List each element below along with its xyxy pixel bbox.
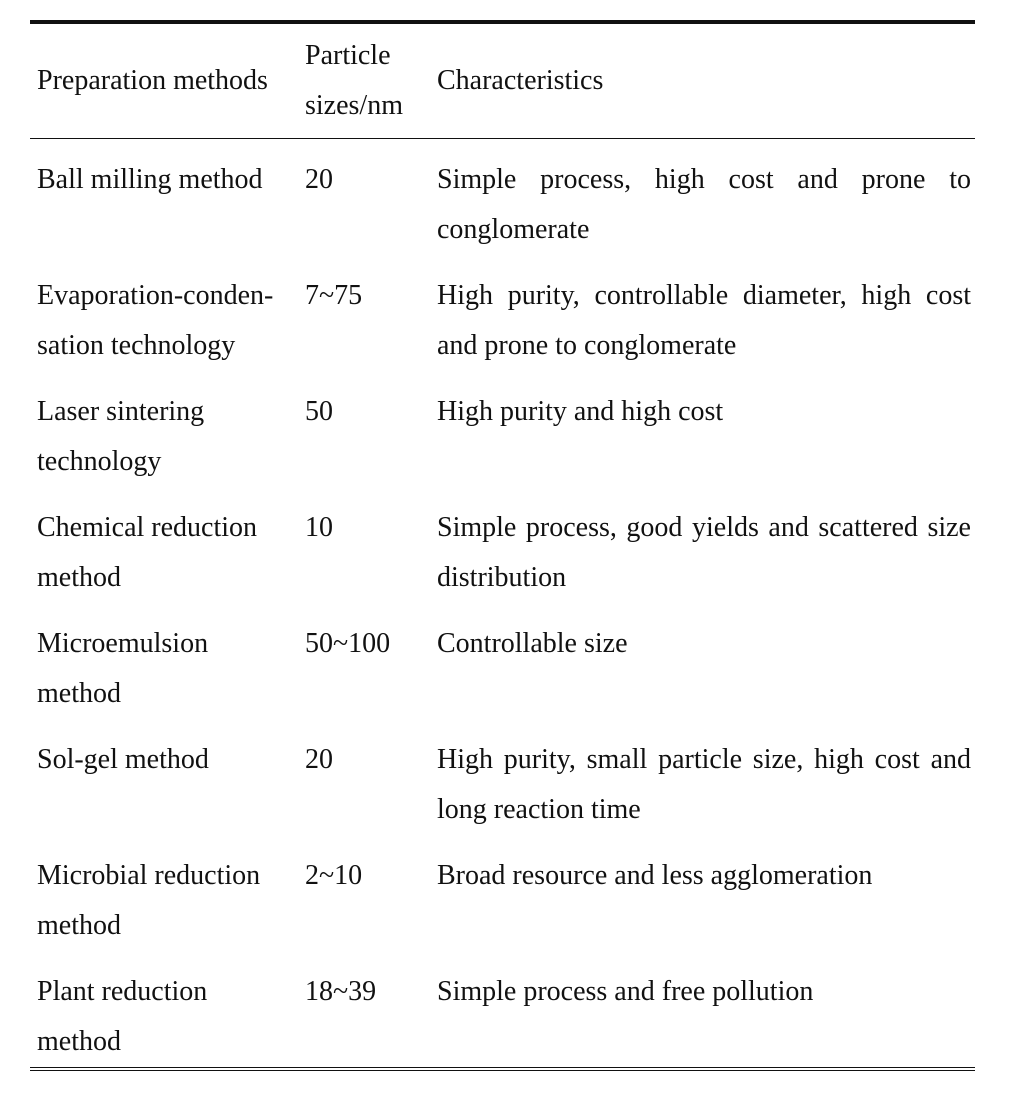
size-cell: 2~10 [305, 860, 363, 891]
size-cell: 18~39 [305, 976, 377, 1007]
size-cell: 7~75 [305, 280, 363, 311]
table-row [30, 835, 975, 951]
size-cell: 50~100 [305, 628, 391, 659]
method-cell: Laser sintering technology [37, 396, 205, 477]
header-particle-sizes: Particle sizes/nm [305, 40, 403, 121]
table-body [30, 139, 975, 1067]
method-cell: Ball milling method [37, 164, 263, 195]
method-cell: Microemulsion method [37, 628, 209, 709]
table-row [30, 719, 975, 835]
characteristics-cell: High purity, small particle size, high cost and long reaction time [437, 744, 971, 825]
table-row [30, 603, 975, 719]
characteristics-cell: Broad resource and less agglomeration [437, 860, 873, 891]
characteristics-cell: Simple process, high cost and prone to conglomerate [437, 164, 971, 245]
method-cell: Chemical reduction method [37, 512, 258, 593]
table-header-row [30, 24, 975, 138]
method-cell: Plant reduction method [37, 976, 208, 1057]
size-cell: 20 [305, 744, 333, 775]
table-row [30, 487, 975, 603]
data-table [30, 20, 975, 1071]
method-cell: Microbial reduction method [37, 860, 261, 941]
characteristics-cell: High purity and high cost [437, 396, 724, 427]
table-bottom-rule [30, 1067, 975, 1071]
table-row [30, 951, 975, 1067]
characteristics-cell: Simple process and free pollution [437, 976, 814, 1007]
table-row [30, 371, 975, 487]
table-row [30, 139, 975, 255]
size-cell: 20 [305, 164, 333, 195]
characteristics-cell: High purity, controllable diameter, high cost and prone to conglomerate [437, 280, 971, 361]
header-preparation-methods: Preparation methods [37, 65, 268, 96]
header-characteristics: Characteristics [437, 65, 604, 96]
characteristics-cell: Controllable size [437, 628, 628, 659]
size-cell: 10 [305, 512, 333, 543]
characteristics-cell: Simple process, good yields and scattered size distribution [437, 512, 971, 593]
table-row [30, 255, 975, 371]
size-cell: 50 [305, 396, 333, 427]
method-cell: Sol-gel method [37, 744, 209, 775]
method-cell: Evaporation-conden-sation technology [37, 280, 274, 361]
